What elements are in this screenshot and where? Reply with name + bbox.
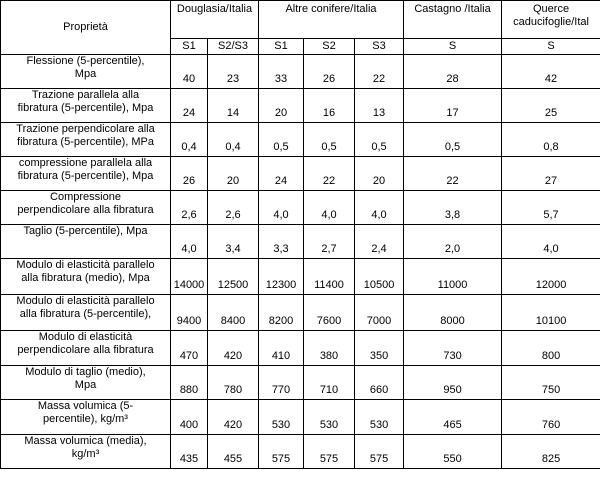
table-body — [1, 55, 600, 469]
header-castagno: Castagno /Italia — [404, 1, 502, 39]
value-cell: 9400 — [171, 295, 208, 331]
value-cell: 880 — [171, 366, 208, 400]
value-cell: 16 — [304, 89, 355, 123]
value-cell: 660 — [355, 366, 404, 400]
value-cell: 20 — [208, 157, 259, 191]
property-label-line1: Flessione (5-percentile), — [26, 55, 145, 67]
value-cell: 10100 — [502, 295, 600, 331]
value-cell: 950 — [404, 366, 502, 400]
value-cell: 33 — [259, 55, 304, 89]
header-querce-line2: caducifoglie/Ital — [513, 16, 589, 28]
table-row — [1, 259, 600, 295]
value-cell: 0,5 — [404, 123, 502, 157]
value-cell: 575 — [355, 435, 404, 469]
value-cell: 780 — [208, 366, 259, 400]
subheader-cell: S3 — [355, 39, 404, 55]
property-label-line2: perpendicolare alla fibratura — [17, 204, 154, 216]
property-label — [1, 89, 171, 123]
value-cell: 0,4 — [208, 123, 259, 157]
subheader-cell: S — [404, 39, 502, 55]
header-row — [1, 1, 600, 39]
value-cell: 400 — [171, 400, 208, 435]
value-cell: 380 — [304, 331, 355, 366]
value-cell: 13 — [355, 89, 404, 123]
value-cell: 7600 — [304, 295, 355, 331]
property-label-line2: Mpa — [74, 379, 97, 391]
subheader-cell: S — [502, 39, 600, 55]
subheader-cell: S2 — [304, 39, 355, 55]
value-cell: 10500 — [355, 259, 404, 295]
value-cell: 2,7 — [304, 225, 355, 259]
value-cell: 0,8 — [502, 123, 600, 157]
value-cell: 550 — [404, 435, 502, 469]
value-cell: 0,5 — [304, 123, 355, 157]
value-cell: 4,0 — [304, 191, 355, 225]
value-cell: 530 — [304, 400, 355, 435]
value-cell: 3,4 — [208, 225, 259, 259]
value-cell: 20 — [355, 157, 404, 191]
value-cell: 2,0 — [404, 225, 502, 259]
property-label-line1: Modulo di elasticità parallelo — [16, 259, 155, 271]
property-label-line1: Massa volumica (5- — [37, 400, 134, 412]
property-label-line2: percentile), kg/m³ — [43, 413, 128, 425]
property-label-line1: Trazione perpendicolare alla — [16, 123, 155, 135]
table-row — [1, 366, 600, 400]
property-label — [1, 157, 171, 191]
property-label — [1, 225, 171, 259]
value-cell: 8400 — [208, 295, 259, 331]
property-label-line2: alla fibratura (medio), Mpa — [21, 272, 150, 284]
value-cell: 22 — [404, 157, 502, 191]
value-cell: 575 — [259, 435, 304, 469]
property-label — [1, 259, 171, 295]
table-row — [1, 400, 600, 435]
property-label — [1, 55, 171, 89]
value-cell: 4,0 — [259, 191, 304, 225]
value-cell: 770 — [259, 366, 304, 400]
value-cell: 20 — [259, 89, 304, 123]
value-cell: 435 — [171, 435, 208, 469]
property-label — [1, 366, 171, 400]
property-label — [1, 435, 171, 469]
table-row — [1, 435, 600, 469]
value-cell: 14 — [208, 89, 259, 123]
value-cell: 0,4 — [171, 123, 208, 157]
header-property: Proprietà — [1, 1, 171, 55]
property-label-line2: fibratura (5-percentile), MPa — [17, 136, 154, 148]
value-cell: 12500 — [208, 259, 259, 295]
header-querce-line1: Querce — [532, 3, 570, 15]
value-cell: 0,5 — [259, 123, 304, 157]
value-cell: 27 — [502, 157, 600, 191]
value-cell: 730 — [404, 331, 502, 366]
value-cell: 2,6 — [171, 191, 208, 225]
property-label — [1, 331, 171, 366]
property-label-line1: Massa volumica (media), — [24, 435, 147, 447]
value-cell: 530 — [259, 400, 304, 435]
table-row — [1, 89, 600, 123]
value-cell: 25 — [502, 89, 600, 123]
value-cell: 4,0 — [355, 191, 404, 225]
value-cell: 2,4 — [355, 225, 404, 259]
value-cell: 11000 — [404, 259, 502, 295]
subheader-cell: S1 — [171, 39, 208, 55]
property-label-line1: Modulo di elasticità — [38, 331, 133, 343]
header-douglasia: Douglasia/Italia — [171, 1, 259, 39]
table-row — [1, 225, 600, 259]
table-row — [1, 123, 600, 157]
value-cell: 410 — [259, 331, 304, 366]
table-row — [1, 295, 600, 331]
value-cell: 42 — [502, 55, 600, 89]
table-row — [1, 157, 600, 191]
property-label-line1: compressione parallela alla — [18, 157, 153, 169]
value-cell: 22 — [355, 55, 404, 89]
property-label — [1, 123, 171, 157]
table-row — [1, 331, 600, 366]
value-cell: 3,3 — [259, 225, 304, 259]
property-label-line1: Modulo di elasticità parallelo — [16, 295, 155, 307]
value-cell: 0,5 — [355, 123, 404, 157]
value-cell: 12300 — [259, 259, 304, 295]
value-cell: 14000 — [171, 259, 208, 295]
value-cell: 420 — [208, 331, 259, 366]
value-cell: 8000 — [404, 295, 502, 331]
property-label — [1, 295, 171, 331]
value-cell: 7000 — [355, 295, 404, 331]
value-cell: 24 — [171, 89, 208, 123]
value-cell: 3,8 — [404, 191, 502, 225]
property-label-line2: fibratura (5-percentile), Mpa — [17, 170, 154, 182]
property-label — [1, 191, 171, 225]
value-cell: 760 — [502, 400, 600, 435]
value-cell: 800 — [502, 331, 600, 366]
property-label-line1: Taglio (5-percentile), Mpa — [23, 225, 148, 237]
value-cell: 350 — [355, 331, 404, 366]
value-cell: 470 — [171, 331, 208, 366]
header-altre-conifere: Altre conifere/Italia — [259, 1, 404, 39]
header-querce — [502, 1, 600, 39]
value-cell: 465 — [404, 400, 502, 435]
value-cell: 11400 — [304, 259, 355, 295]
value-cell: 12000 — [502, 259, 600, 295]
property-label-line2: alla fibratura (5-percentile), — [19, 308, 152, 320]
subheader-cell: S2/S3 — [208, 39, 259, 55]
property-label-line2: Mpa — [74, 68, 97, 80]
table-row — [1, 55, 600, 89]
subheader-cell: S1 — [259, 39, 304, 55]
value-cell: 22 — [304, 157, 355, 191]
value-cell: 28 — [404, 55, 502, 89]
value-cell: 23 — [208, 55, 259, 89]
value-cell: 455 — [208, 435, 259, 469]
value-cell: 420 — [208, 400, 259, 435]
value-cell: 4,0 — [171, 225, 208, 259]
property-label-line2: perpendicolare alla fibratura — [17, 344, 154, 356]
value-cell: 2,6 — [208, 191, 259, 225]
value-cell: 750 — [502, 366, 600, 400]
property-label-line2: kg/m³ — [71, 448, 100, 460]
value-cell: 17 — [404, 89, 502, 123]
value-cell: 825 — [502, 435, 600, 469]
value-cell: 575 — [304, 435, 355, 469]
value-cell: 40 — [171, 55, 208, 89]
value-cell: 26 — [171, 157, 208, 191]
table-row — [1, 191, 600, 225]
property-label-line1: Compressione — [50, 191, 121, 203]
value-cell: 530 — [355, 400, 404, 435]
value-cell: 5,7 — [502, 191, 600, 225]
value-cell: 4,0 — [502, 225, 600, 259]
property-label-line1: Trazione parallela alla — [31, 89, 140, 101]
value-cell: 26 — [304, 55, 355, 89]
property-label-line2: fibratura (5-percentile), Mpa — [17, 102, 154, 114]
value-cell: 8200 — [259, 295, 304, 331]
value-cell: 24 — [259, 157, 304, 191]
property-label — [1, 400, 171, 435]
value-cell: 710 — [304, 366, 355, 400]
property-label-line1: Modulo di taglio (medio), — [25, 366, 146, 378]
